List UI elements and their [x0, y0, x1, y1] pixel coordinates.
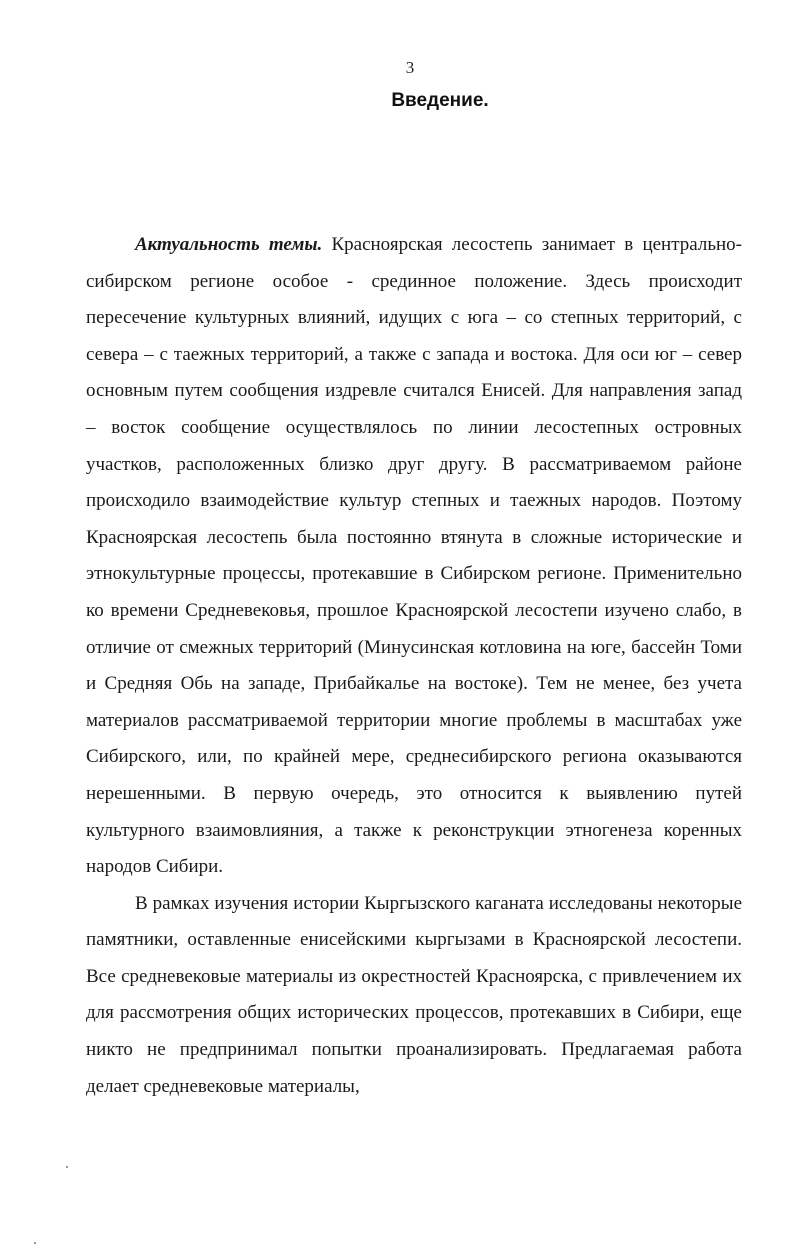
- paragraph-relevance: [86, 227, 742, 886]
- page-number: 3: [405, 58, 415, 77]
- paragraph-research: [86, 886, 742, 1106]
- scan-artifact: [34, 1242, 36, 1244]
- section-heading: Введение.: [391, 90, 489, 111]
- paragraph-text: Красноярская лесостепь занимает в центрально-сибирском регионе особое - срединное положение. Здесь происходит пересечение культурных влияний, идущих с юга – со степных территорий, с севера – с таежных территорий, а также с запада и востока. Для оси юг – север основным путем сообщения издревле считался Енисей. Для направления запад – восток сообщение осуществлялось по линии лесостепных островных участков, расположенных близко друг другу. В рассматриваемом районе происходило взаимодействие культур степных и таежных народов. Поэтому Красноярская лесостепь была постоянно втянута в сложные исторические и этнокультурные процессы, протекавшие в Сибирском регионе. Применительно ко времени Средневековья, прошлое Красноярской лесостепи изучено слабо, в отличие от смежных территорий (Минусинская котловина на юге, бассейн Томи и Средняя Обь на западе, Прибайкалье на востоке). Тем не менее, без учета материалов рассматриваемой территории многие проблемы в масштабах уже Сибирского, или, по крайней мере, среднесибирского региона оказываются нерешенными. В первую очередь, это относится к выявлению путей культурного взаимовлияния, а также к реконструкции этногенеза коренных народов Сибири.: [86, 234, 742, 878]
- scan-artifact: [66, 1166, 68, 1168]
- body-text: [86, 227, 742, 1105]
- paragraph-lead: Актуальность темы.: [135, 234, 323, 255]
- paragraph-text: В рамках изучения истории Кыргызского каганата исследованы некоторые памятники, оставленные енисейскими кыргызами в Красноярской лесостепи. Все средневековые материалы из окрестностей Красноярска, с привлечением их для рассмотрения общих исторических процессов, протекавших в Сибири, еще никто не предпринимал попытки проанализировать. Предлагаемая работа делает средневековые материалы,: [86, 892, 742, 1097]
